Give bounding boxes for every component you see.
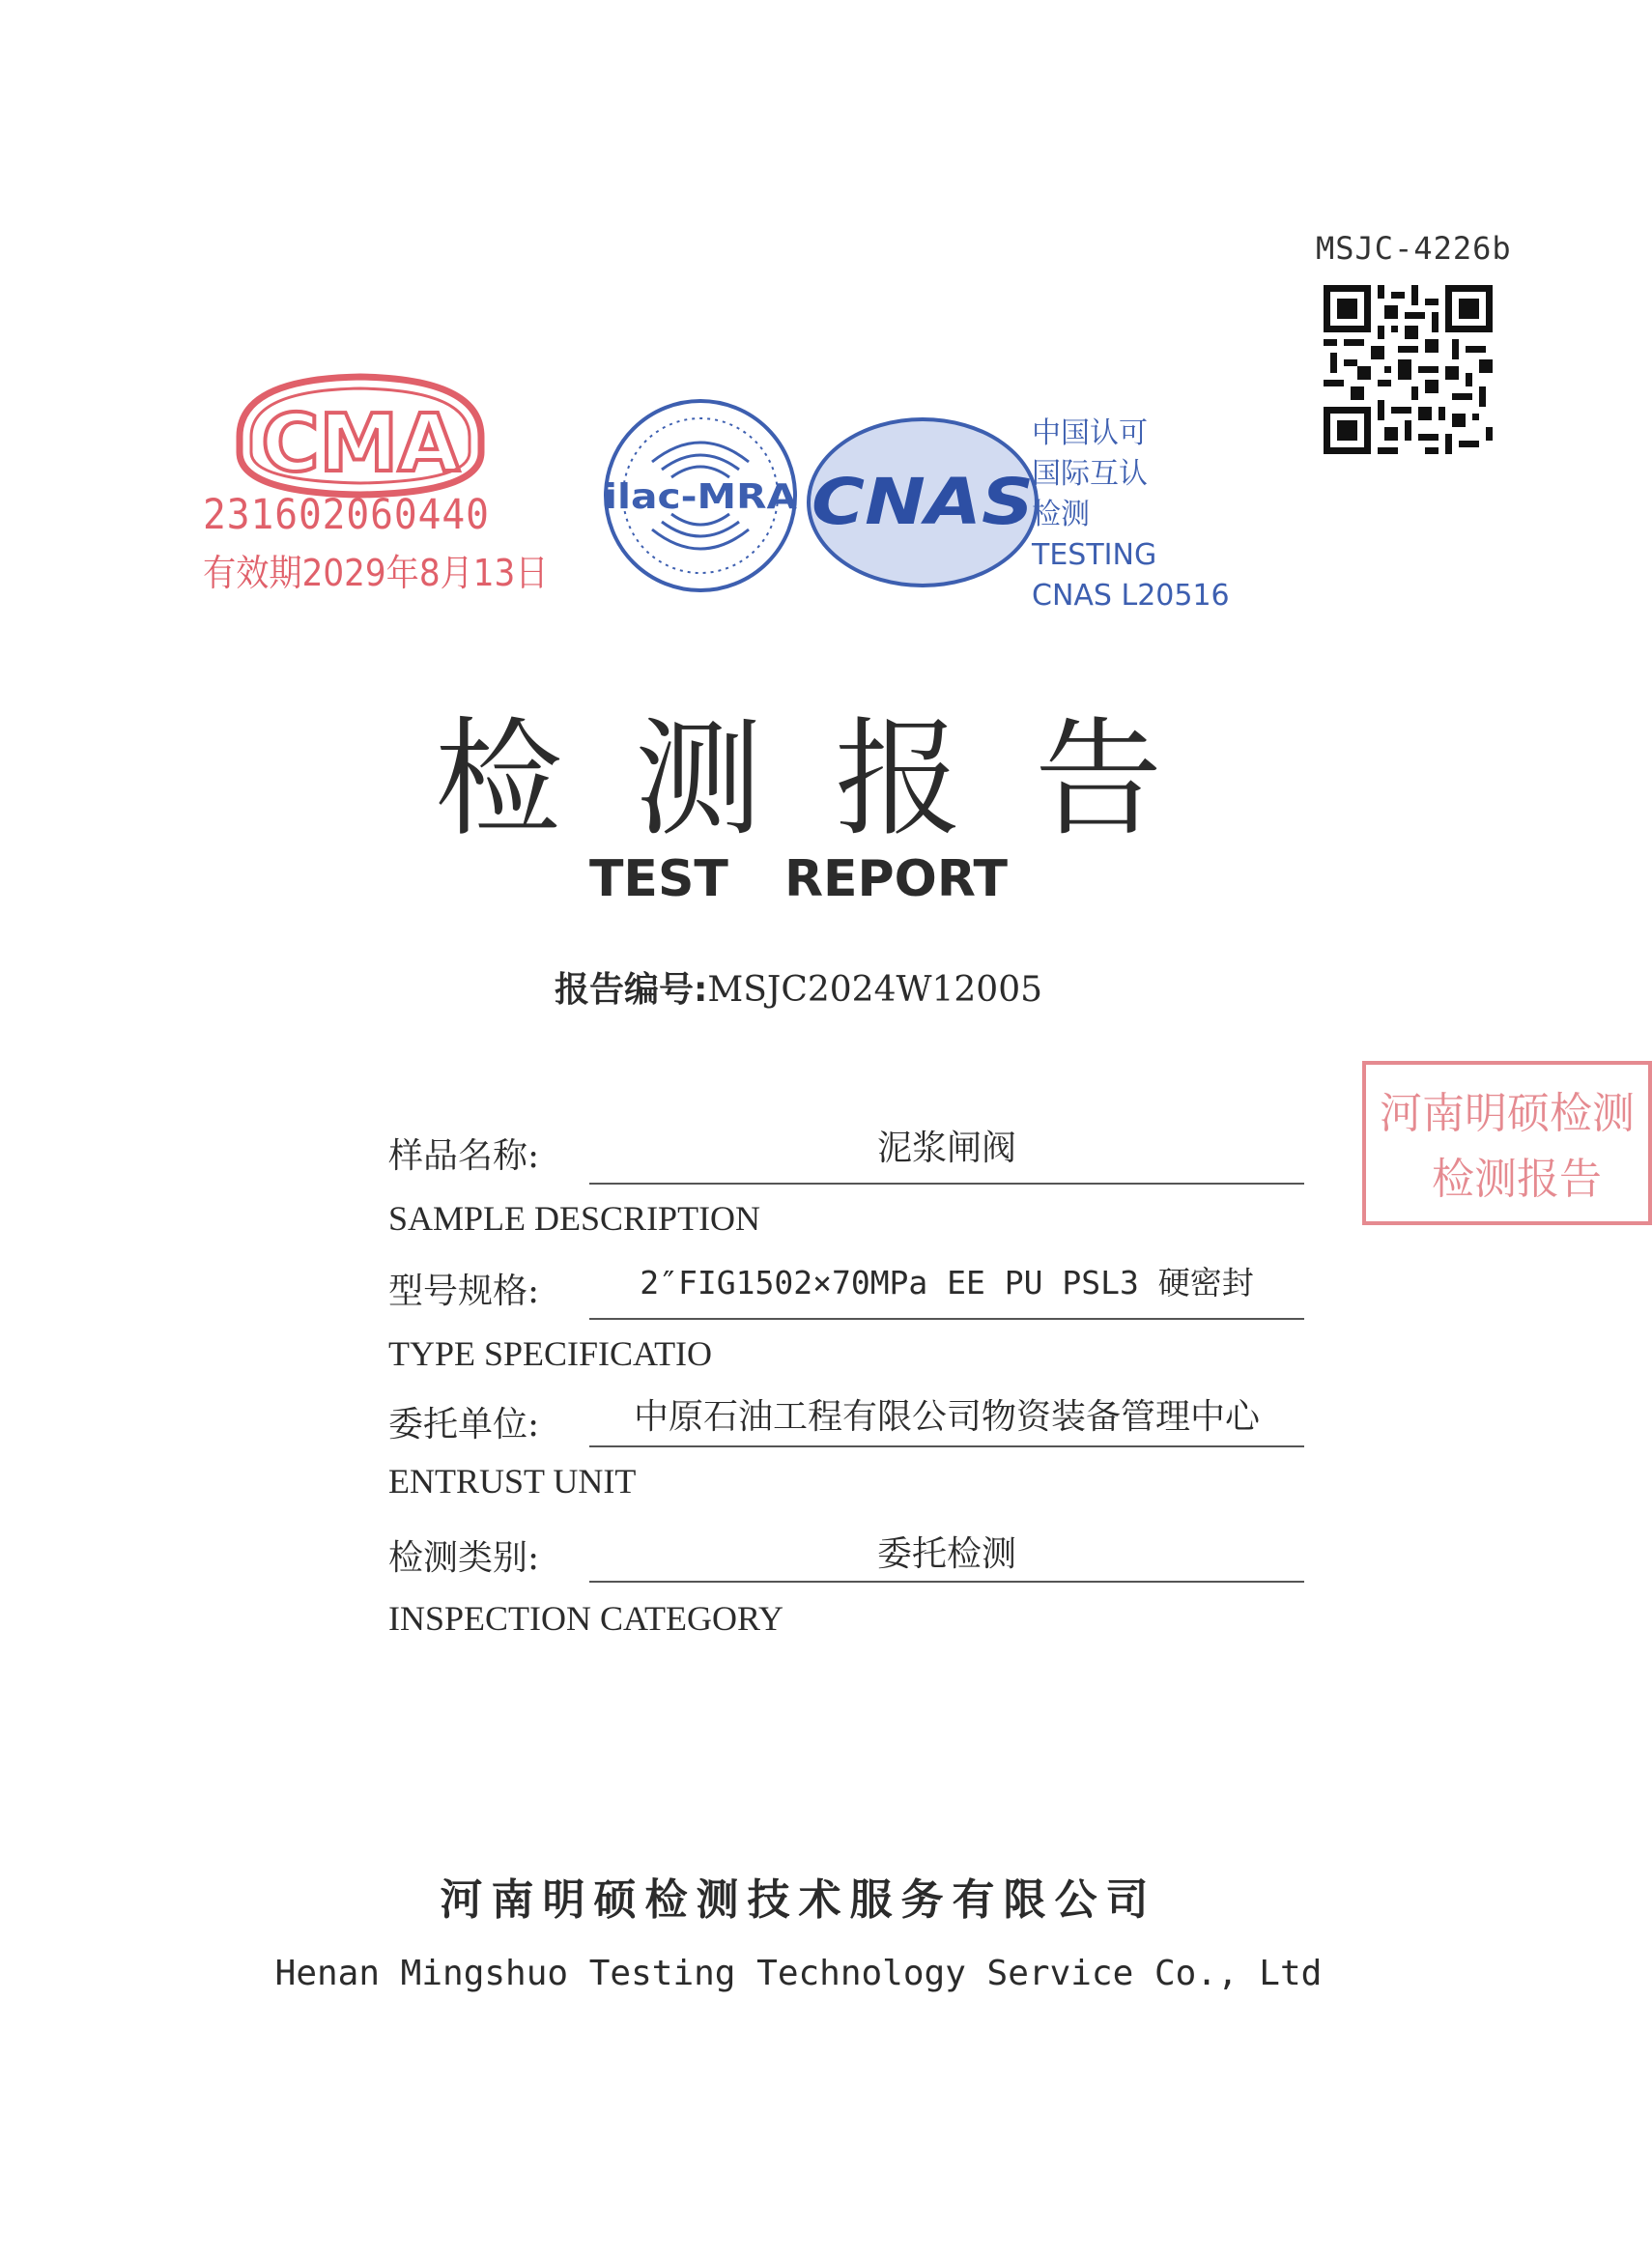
sample-name-value: 泥浆闸阀 — [876, 1129, 1016, 1168]
report-title-cn: 检测报告 — [435, 705, 1235, 854]
type-spec-underline — [589, 1318, 1304, 1320]
company-name-cn: 河南明硕检测技术服务有限公司 — [440, 1875, 1157, 1925]
document-code: MSJC-4226b — [1316, 230, 1512, 267]
qr-code-icon — [1324, 285, 1493, 454]
cma-validity: 有效期2029年8月13日 — [203, 552, 549, 594]
type-spec-label: 型号规格: — [388, 1272, 540, 1311]
type-spec-value: 2″FIG1502×70MPa EE PU PSL3 硬密封 — [640, 1264, 1254, 1301]
entrust-unit-label-en: ENTRUST UNIT — [388, 1462, 637, 1501]
company-seal-line2: 检测报告 — [1432, 1155, 1602, 1204]
report-number-value: MSJC2024W12005 — [707, 970, 1043, 1010]
ilac-mra-logo-icon — [599, 394, 802, 597]
inspection-category-label: 检测类别: — [388, 1538, 540, 1578]
cnas-caption-line: CNAS L20516 — [1032, 579, 1230, 613]
report-number-label: 报告编号: — [554, 970, 708, 1010]
report-title-en: TEST REPORT — [588, 850, 1009, 908]
inspection-category-label-en: INSPECTION CATEGORY — [388, 1599, 784, 1638]
cma-number: 231602060440 — [203, 491, 490, 539]
cnas-caption-line: 国际互认 — [1032, 457, 1148, 491]
cnas-mark: CNAS — [812, 465, 1034, 539]
inspection-category-underline — [589, 1581, 1304, 1583]
inspection-category-value: 委托检测 — [876, 1534, 1016, 1574]
entrust-unit-value: 中原石油工程有限公司物资装备管理中心 — [633, 1397, 1260, 1437]
cnas-caption — [1032, 414, 1230, 616]
cnas-logo-icon — [802, 415, 1043, 589]
cma-mark: CMA — [261, 398, 460, 490]
sample-name-underline — [589, 1183, 1304, 1185]
report-number — [0, 962, 1597, 1012]
entrust-unit-label: 委托单位: — [388, 1405, 540, 1444]
entrust-unit-underline — [589, 1445, 1304, 1447]
cnas-caption-line: TESTING — [1032, 538, 1157, 572]
company-seal-line1: 河南明硕检测 — [1380, 1089, 1635, 1138]
type-spec-label-en: TYPE SPECIFICATIO — [388, 1334, 713, 1373]
sample-name-label-en: SAMPLE DESCRIPTION — [388, 1199, 761, 1238]
company-name-en: Henan Mingshuo Testing Technology Service Co., Ltd — [274, 1954, 1323, 1993]
sample-name-label: 样品名称: — [388, 1136, 540, 1176]
cnas-caption-line: 中国认可 — [1032, 416, 1148, 450]
ilac-mark: ilac-MRA — [604, 477, 798, 517]
company-seal-stamp — [1362, 1061, 1652, 1225]
cnas-caption-line: 检测 — [1032, 498, 1090, 531]
